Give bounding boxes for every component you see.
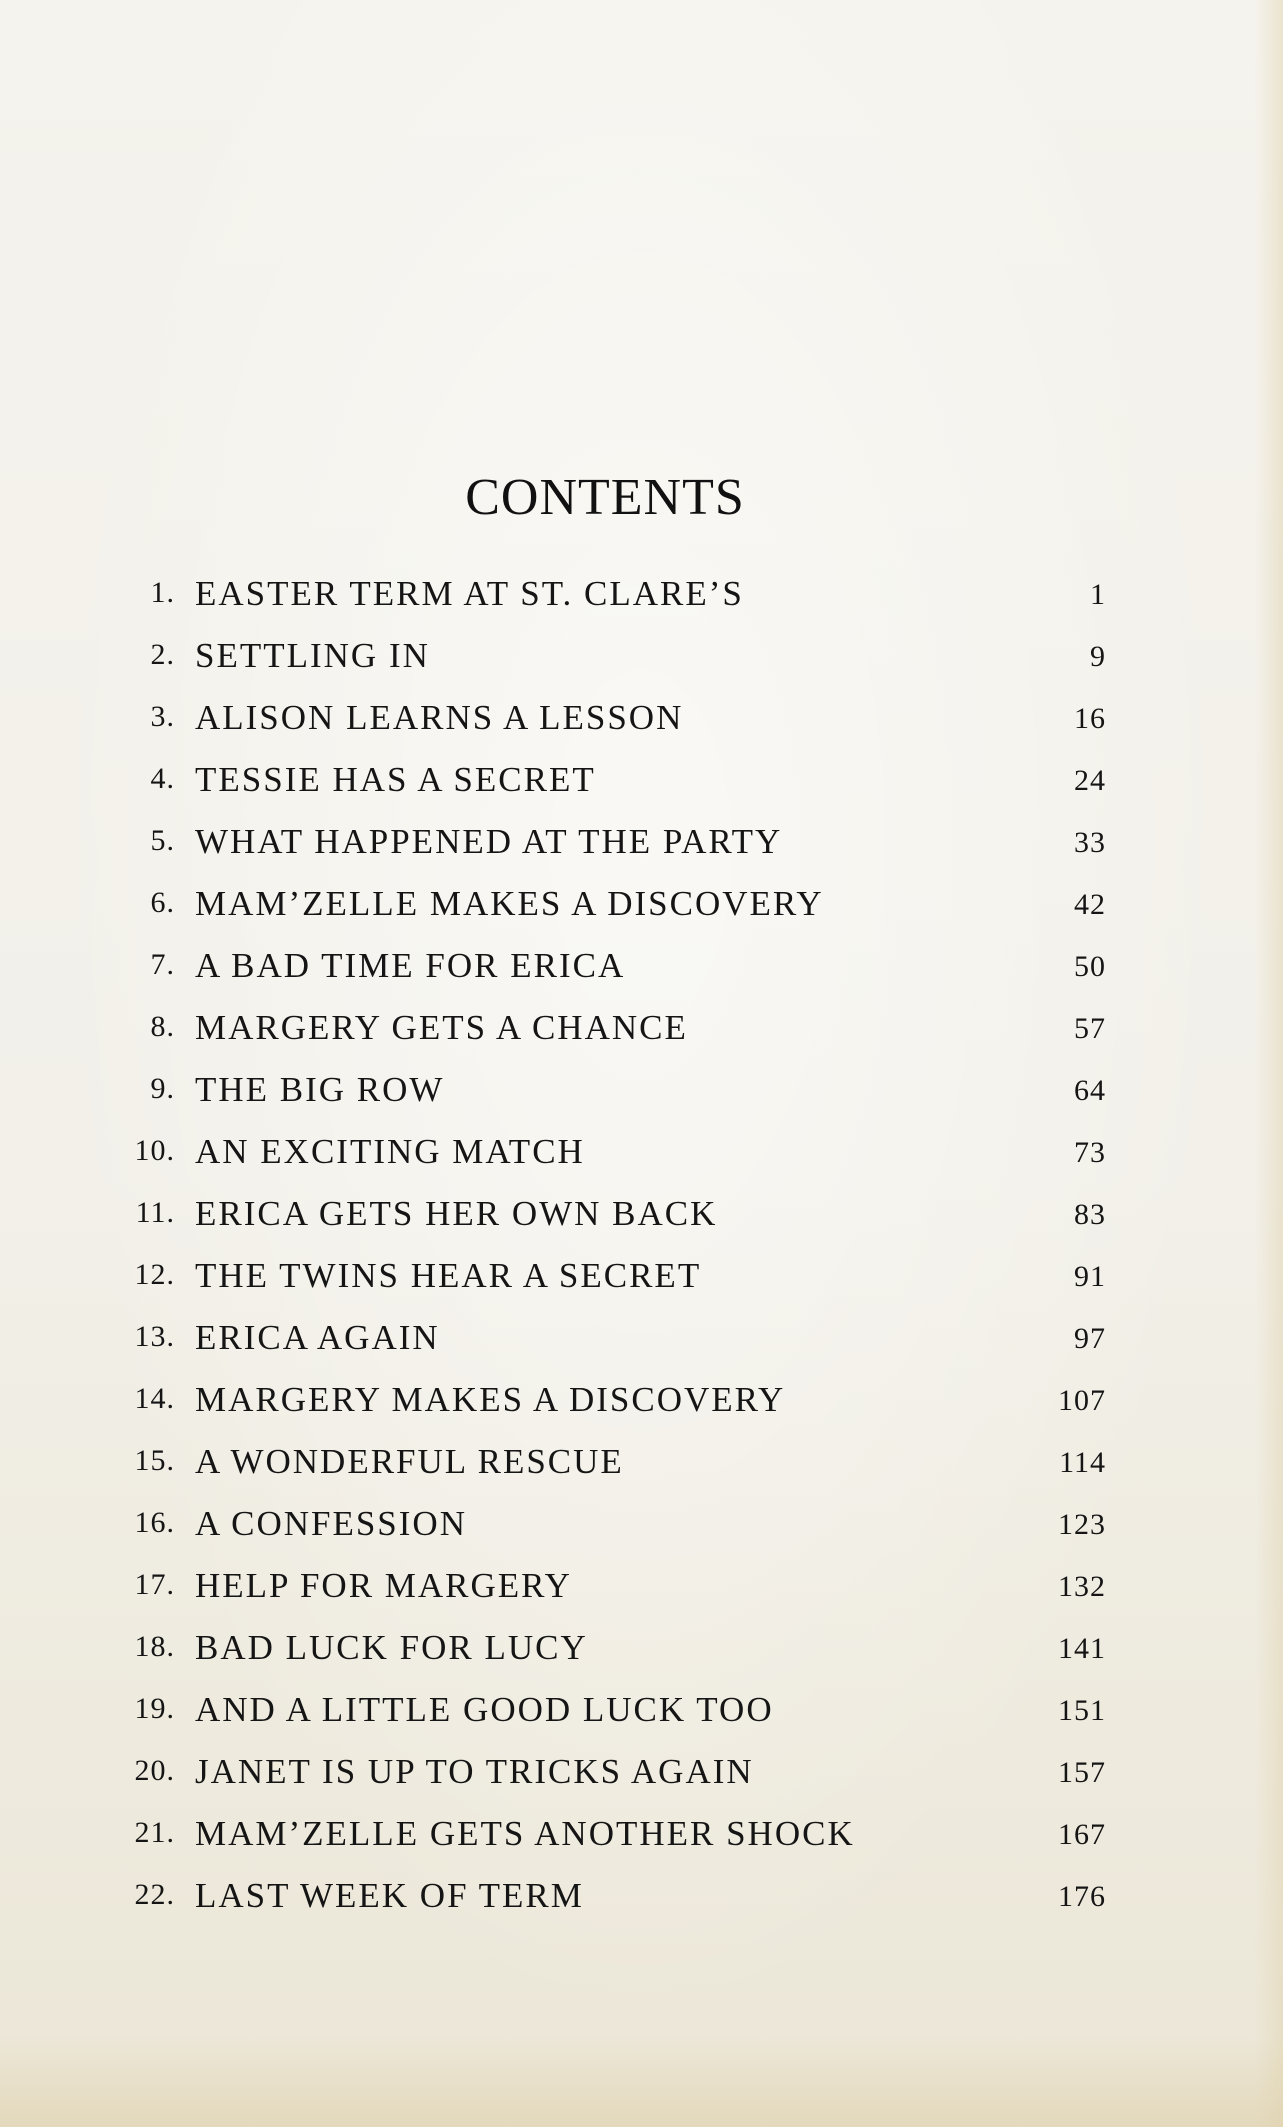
chapter-number: 2. xyxy=(150,638,175,671)
toc-row xyxy=(0,754,1283,816)
toc-row xyxy=(0,1746,1283,1808)
toc-row xyxy=(0,940,1283,1002)
chapter-number: 22. xyxy=(134,1878,175,1911)
chapter-number: 20. xyxy=(134,1754,175,1787)
chapter-page: 83 xyxy=(1074,1198,1106,1231)
chapter-number: 18. xyxy=(134,1630,175,1663)
chapter-title: SETTLING IN xyxy=(195,636,430,675)
chapter-page: 33 xyxy=(1074,826,1106,859)
chapter-title: BAD LUCK FOR LUCY xyxy=(195,1628,588,1667)
chapter-number: 13. xyxy=(134,1320,175,1353)
chapter-page: 167 xyxy=(1058,1818,1106,1851)
chapter-title: HELP FOR MARGERY xyxy=(195,1566,572,1605)
chapter-title: MARGERY MAKES A DISCOVERY xyxy=(195,1380,786,1419)
toc-row xyxy=(0,1188,1283,1250)
chapter-page: 24 xyxy=(1074,764,1106,797)
toc-row xyxy=(0,878,1283,940)
chapter-page: 42 xyxy=(1074,888,1106,921)
chapter-title: EASTER TERM AT ST. CLARE’S xyxy=(195,574,744,613)
chapter-number: 12. xyxy=(134,1258,175,1291)
chapter-number: 15. xyxy=(134,1444,175,1477)
chapter-number: 9. xyxy=(150,1072,175,1105)
chapter-page: 114 xyxy=(1059,1446,1106,1479)
chapter-number: 19. xyxy=(134,1692,175,1725)
chapter-page: 1 xyxy=(1090,578,1106,611)
chapter-title: MARGERY GETS A CHANCE xyxy=(195,1008,688,1047)
chapter-title: JANET IS UP TO TRICKS AGAIN xyxy=(195,1752,754,1791)
chapter-number: 10. xyxy=(134,1134,175,1167)
toc-row xyxy=(0,1498,1283,1560)
chapter-page: 50 xyxy=(1074,950,1106,983)
toc-row xyxy=(0,630,1283,692)
chapter-page: 141 xyxy=(1058,1632,1106,1665)
chapter-number: 8. xyxy=(150,1010,175,1043)
toc-row xyxy=(0,1436,1283,1498)
toc-row xyxy=(0,1622,1283,1684)
toc-row xyxy=(0,1560,1283,1622)
chapter-title: A WONDERFUL RESCUE xyxy=(195,1442,624,1481)
chapter-page: 176 xyxy=(1058,1880,1106,1913)
toc-row xyxy=(0,1684,1283,1746)
chapter-title: ERICA AGAIN xyxy=(195,1318,440,1357)
chapter-title: MAM’ZELLE MAKES A DISCOVERY xyxy=(195,884,824,923)
chapter-page: 73 xyxy=(1074,1136,1106,1169)
chapter-page: 9 xyxy=(1090,640,1106,673)
chapter-title: AN EXCITING MATCH xyxy=(195,1132,585,1171)
toc-row xyxy=(0,1870,1283,1932)
chapter-number: 4. xyxy=(150,762,175,795)
chapter-page: 107 xyxy=(1058,1384,1106,1417)
chapter-title: MAM’ZELLE GETS ANOTHER SHOCK xyxy=(195,1814,855,1853)
chapter-page: 57 xyxy=(1074,1012,1106,1045)
chapter-page: 157 xyxy=(1058,1756,1106,1789)
page-bottom-shading xyxy=(0,2037,1283,2127)
toc-row xyxy=(0,1064,1283,1126)
toc-row xyxy=(0,1126,1283,1188)
chapter-title: LAST WEEK OF TERM xyxy=(195,1876,584,1915)
toc-row xyxy=(0,1374,1283,1436)
chapter-page: 64 xyxy=(1074,1074,1106,1107)
chapter-number: 11. xyxy=(135,1196,175,1229)
chapter-page: 132 xyxy=(1058,1570,1106,1603)
chapter-number: 5. xyxy=(150,824,175,857)
toc-row xyxy=(0,1312,1283,1374)
toc-row xyxy=(0,1250,1283,1312)
chapter-page: 151 xyxy=(1058,1694,1106,1727)
toc-row xyxy=(0,568,1283,630)
chapter-number: 14. xyxy=(134,1382,175,1415)
chapter-page: 16 xyxy=(1074,702,1106,735)
chapter-number: 3. xyxy=(150,700,175,733)
toc-row xyxy=(0,1808,1283,1870)
toc-row xyxy=(0,692,1283,754)
toc-row xyxy=(0,816,1283,878)
chapter-number: 17. xyxy=(134,1568,175,1601)
contents-heading: CONTENTS xyxy=(465,469,745,526)
chapter-title: WHAT HAPPENED AT THE PARTY xyxy=(195,822,783,861)
toc-row xyxy=(0,1002,1283,1064)
chapter-number: 16. xyxy=(134,1506,175,1539)
chapter-page: 97 xyxy=(1074,1322,1106,1355)
chapter-title: THE BIG ROW xyxy=(195,1070,445,1109)
chapter-number: 6. xyxy=(150,886,175,919)
chapter-title: THE TWINS HEAR A SECRET xyxy=(195,1256,702,1295)
chapter-number: 7. xyxy=(150,948,175,981)
chapter-title: TESSIE HAS A SECRET xyxy=(195,760,596,799)
chapter-number: 1. xyxy=(150,576,175,609)
chapter-page: 91 xyxy=(1074,1260,1106,1293)
chapter-title: A BAD TIME FOR ERICA xyxy=(195,946,626,985)
chapter-title: AND A LITTLE GOOD LUCK TOO xyxy=(195,1690,774,1729)
chapter-title: ERICA GETS HER OWN BACK xyxy=(195,1194,718,1233)
chapter-page: 123 xyxy=(1058,1508,1106,1541)
table-of-contents xyxy=(0,568,1283,1932)
chapter-number: 21. xyxy=(134,1816,175,1849)
chapter-title: ALISON LEARNS A LESSON xyxy=(195,698,684,737)
chapter-title: A CONFESSION xyxy=(195,1504,467,1543)
